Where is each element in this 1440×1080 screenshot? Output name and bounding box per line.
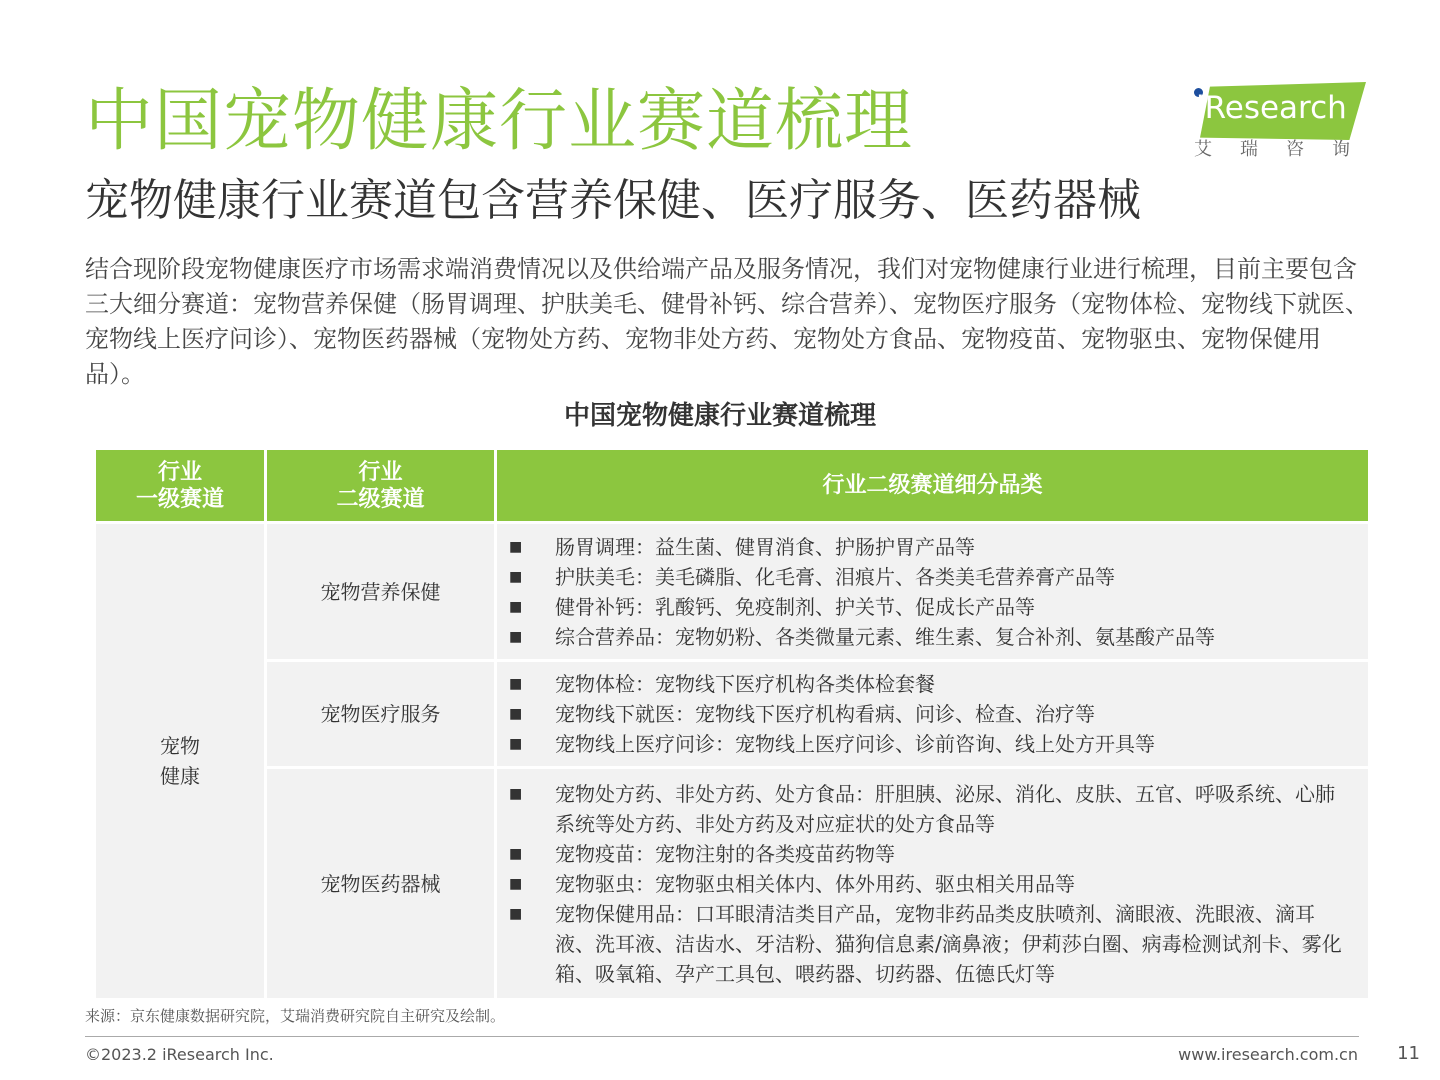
website-link[interactable]: www.iresearch.com.cn [1178,1045,1358,1064]
iresearch-logo [1190,74,1378,164]
list-item-text: 宠物线下就医：宠物线下医疗机构看病、问诊、检查、治疗等 [555,702,1095,726]
square-bullet-icon: ■ [509,845,523,862]
list-item [509,839,1354,869]
list-item [509,622,1354,652]
list-item-text: 宠物线上医疗问诊：宠物线上医疗问诊、诊前咨询、线上处方开具等 [555,732,1155,756]
header-level2-line1: 行业 [358,459,403,485]
list-item [509,592,1354,622]
list-item [509,699,1354,729]
header-detail: 行业二级赛道细分品类 [497,450,1368,521]
copyright: ©2023.2 iResearch Inc. [85,1045,274,1064]
square-bullet-icon: ■ [509,905,523,922]
list-item [509,669,1354,699]
level1-line2: 健康 [160,764,200,788]
square-bullet-icon: ■ [509,568,523,585]
list-item-text: 宠物处方药、非处方药、处方食品：肝胆胰、泌尿、消化、皮肤、五官、呼吸系统、心肺系统等处方药、非处方药及对应症状的处方食品等 [555,781,1335,836]
list-item-text: 肠胃调理：益生菌、健胃消食、护肠护胃产品等 [555,534,975,559]
list-item [509,869,1354,899]
list-item-text: 宠物保健用品：口耳眼清洁类目产品，宠物非药品类皮肤喷剂、滴眼液、洗眼液、滴耳液、洗耳液、洁齿水、牙洁粉、猫狗信息素/滴鼻液；伊莉莎白圈、病毒检测试剂卡、雾化箱、吸氧箱、孕产工具包、喂药器、切药器、伍德氏灯等 [555,901,1342,986]
segment-table [96,450,1368,998]
list-item-text: 护肤美毛：美毛磷脂、化毛膏、泪痕片、各类美毛营养膏产品等 [555,564,1115,589]
square-bullet-icon: ■ [509,598,523,615]
list-item-text: 综合营养品：宠物奶粉、各类微量元素、维生素、复合补剂、氨基酸产品等 [555,624,1215,649]
page-title: 中国宠物健康行业赛道梳理 [85,82,914,161]
header-level1 [96,450,264,521]
level2-cell-pharma: 宠物医药器械 [267,769,494,998]
level1-line1: 宠物 [160,734,200,758]
square-bullet-icon: ■ [509,706,523,722]
square-bullet-icon: ■ [509,676,523,692]
list-item [509,532,1354,562]
page-number: 11 [1397,1043,1420,1064]
level2-cell-medical: 宠物医疗服务 [267,662,494,766]
list-item [509,729,1354,759]
list-item [509,562,1354,592]
square-bullet-icon: ■ [509,785,523,802]
header-level1-line2: 一级赛道 [135,486,224,512]
detail-cell-medical [497,662,1368,766]
square-bullet-icon: ■ [509,538,523,555]
source-note: 来源：京东健康数据研究院，艾瑞消费研究院自主研究及绘制。 [85,1007,506,1025]
level2-cell-nutrition: 宠物营养保健 [267,524,494,659]
header-level1-line1: 行业 [157,459,202,485]
detail-cell-pharma [497,769,1368,998]
square-bullet-icon: ■ [509,628,523,645]
logo-chinese-name: 艾瑞咨询 [1194,139,1378,160]
logo-wordmark: iResearch [1196,90,1347,126]
square-bullet-icon: ■ [509,875,523,892]
list-item-text: 宠物驱虫：宠物驱虫相关体内、体外用药、驱虫相关用品等 [555,871,1075,896]
intro-paragraph: 结合现阶段宠物健康医疗市场需求端消费情况以及供给端产品及服务情况，我们对宠物健康行业进行梳理，目前主要包含三大细分赛道：宠物营养保健（肠胃调理、护肤美毛、健骨补钙、综合营养）、宠物医疗服务（宠物体检、宠物线下就医、宠物线上医疗问诊）、宠物医药器械（宠物处方药、宠物非处方药、宠物处方食品、宠物疫苗、宠物驱虫、宠物保健用品）。 [85,255,1369,388]
page-subtitle: 宠物健康行业赛道包含营养保健、医疗服务、医药器械 [85,175,1141,226]
list-item [509,899,1354,989]
header-level2 [267,450,494,521]
header-level2-line2: 二级赛道 [336,486,425,512]
list-item-text: 宠物疫苗：宠物注射的各类疫苗药物等 [555,841,895,866]
list-item-text: 健骨补钙：乳酸钙、免疫制剂、护关节、促成长产品等 [555,594,1035,619]
detail-cell-nutrition [497,524,1368,659]
table-title: 中国宠物健康行业赛道梳理 [563,401,876,431]
square-bullet-icon: ■ [509,736,523,752]
footer-divider [85,1036,1359,1037]
level1-cell [96,524,264,998]
list-item [509,779,1354,839]
list-item-text: 宠物体检：宠物线下医疗机构各类体检套餐 [555,672,935,696]
